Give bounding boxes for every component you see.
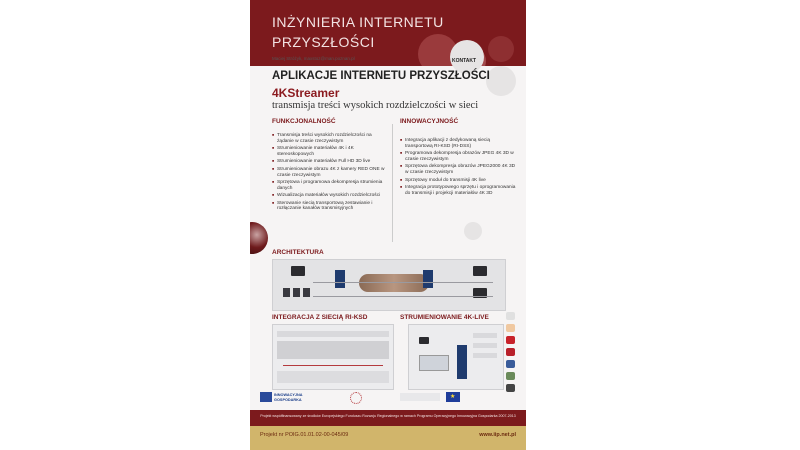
server-icon: [423, 270, 433, 288]
network-cloud: [359, 274, 429, 292]
sphere-graphic: [250, 222, 268, 254]
list-item: ■ Sprzętowy moduł do transmisji 4K live: [400, 178, 516, 184]
partner-logo: [506, 384, 515, 392]
server-icon: [335, 270, 345, 288]
column-divider: [392, 124, 393, 242]
connection-line: [313, 296, 493, 297]
contact-label: KONTAKT: [452, 58, 477, 64]
section-heading-funkcjonalnosc: FUNKCJONALNOŚĆ: [272, 118, 336, 125]
author-contact: Maciej Stróżyk, maxstoz@man.poznan.pl: [272, 56, 355, 61]
partner-logo: [506, 372, 515, 380]
streaming-diagram: [408, 324, 504, 390]
list-item: ■ Strumieniowanie obrazu 4K z kamery RED ONE w czasie rzeczywistym: [272, 167, 386, 179]
diagram-label-box: [473, 343, 497, 348]
partner-logo: [506, 348, 515, 356]
server-icon: [457, 345, 467, 379]
diagram-label-box: [473, 333, 497, 338]
innowacyjnosc-list: [400, 138, 516, 198]
partner-logo: [506, 360, 515, 368]
header-title-line2: PRZYSZŁOŚCI: [272, 34, 375, 50]
list-item: ■ Sterowanie siecią transportową zestawianie i rozłączanie kanałów transmisyjnych: [272, 201, 386, 213]
device-icon: [293, 288, 300, 297]
list-item: ■ Strumieniowanie materiałów 4K i 4K stereoskopowych: [272, 146, 386, 158]
funkcjonalnosc-list: [272, 133, 386, 214]
deco-circle: [488, 36, 514, 62]
partner-logo: [506, 312, 515, 320]
encoder-box: [419, 355, 449, 371]
list-item: ■ Strumieniowanie materiałów Full HD 3D live: [272, 159, 386, 165]
iip-logo: [350, 392, 362, 404]
poster: [250, 0, 526, 450]
funding-note: Projekt współfinansowany ze środków Europejskiego Funduszu Rozwoju Regionalnego w ramach Programu Operacyjnego Innowacyjna Gospodarka 2007-2013: [260, 414, 516, 418]
logo-text: INNOWACYJNA: [274, 393, 303, 397]
logo-text: GOSPODARKA: [274, 398, 302, 402]
project-number: Projekt nr POIG.01.01.02-00-045/09: [260, 432, 349, 438]
page-title: APLIKACJE INTERNETU PRZYSZŁOŚCI: [272, 70, 490, 82]
section-heading-architektura: ARCHITEKTURA: [272, 249, 324, 256]
partner-logo: [506, 324, 515, 332]
section-heading-strumieniowanie: STRUMIENIOWANIE 4K-LIVE: [400, 314, 489, 321]
list-item: ■ Integracja prototypowego sprzętu i oprogramowania do transmisji i projekcji materiałów 4K 3D: [400, 185, 516, 197]
list-item: ■ Sprzętowa i programowa dekompresja strumienia danych: [272, 180, 386, 192]
header-title-line1: INŻYNIERIA INTERNETU: [272, 14, 444, 30]
list-item: ■ Integracja aplikacji z dedykowaną siecią transportową RI-KSD (RI-DSS): [400, 138, 516, 150]
deco-circle: [486, 66, 516, 96]
innowacyjna-gospodarka-logo: [260, 392, 272, 402]
device-icon: [303, 288, 310, 297]
footer-band: [250, 410, 526, 426]
diagram-block: [277, 371, 389, 383]
diagram-label-box: [473, 353, 497, 358]
section-heading-innowacyjnosc: INNOWACYJNOŚĆ: [400, 118, 459, 125]
integration-diagram: [272, 324, 394, 390]
list-item: ■ Programowa dekompresja obrazów JPEG 4K 3D w czasie rzeczywistym: [400, 151, 516, 163]
partner-logo: [506, 336, 515, 344]
section-heading-integracja: INTEGRACJA Z SIECIĄ RI-KSD: [272, 314, 368, 321]
diagram-block: [277, 341, 389, 359]
footer-gold-band: [250, 426, 526, 450]
camera-icon: [419, 337, 429, 344]
product-name: 4KStreamer: [272, 86, 340, 100]
list-item: ■ Transmisja treści wysokich rozdzielczości na żądanie w czasie rzeczywistym: [272, 133, 386, 145]
connection-line: [313, 282, 493, 283]
list-item: ■ Sprzętowa dekompresja obrazów JPEG2000 4K 3D w czasie rzeczywistym: [400, 164, 516, 176]
website-link[interactable]: www.iip.net.pl: [479, 432, 516, 438]
diagram-row: [277, 331, 389, 337]
camera-icon: [291, 266, 305, 276]
eu-flag-icon: [446, 392, 460, 402]
partner-logo: [400, 393, 440, 401]
page-subtitle: transmisja treści wysokich rozdzielczości w sieci: [272, 100, 479, 111]
list-item: ■ Wizualizacja materiałów wysokich rozdzielczości: [272, 193, 386, 199]
deco-circle: [450, 40, 484, 74]
projector-icon: [473, 266, 487, 276]
device-icon: [283, 288, 290, 297]
diagram-line: [283, 365, 383, 366]
eu-stars-icon: ★: [450, 394, 456, 400]
deco-circle: [464, 222, 482, 240]
architecture-diagram: [272, 259, 506, 311]
